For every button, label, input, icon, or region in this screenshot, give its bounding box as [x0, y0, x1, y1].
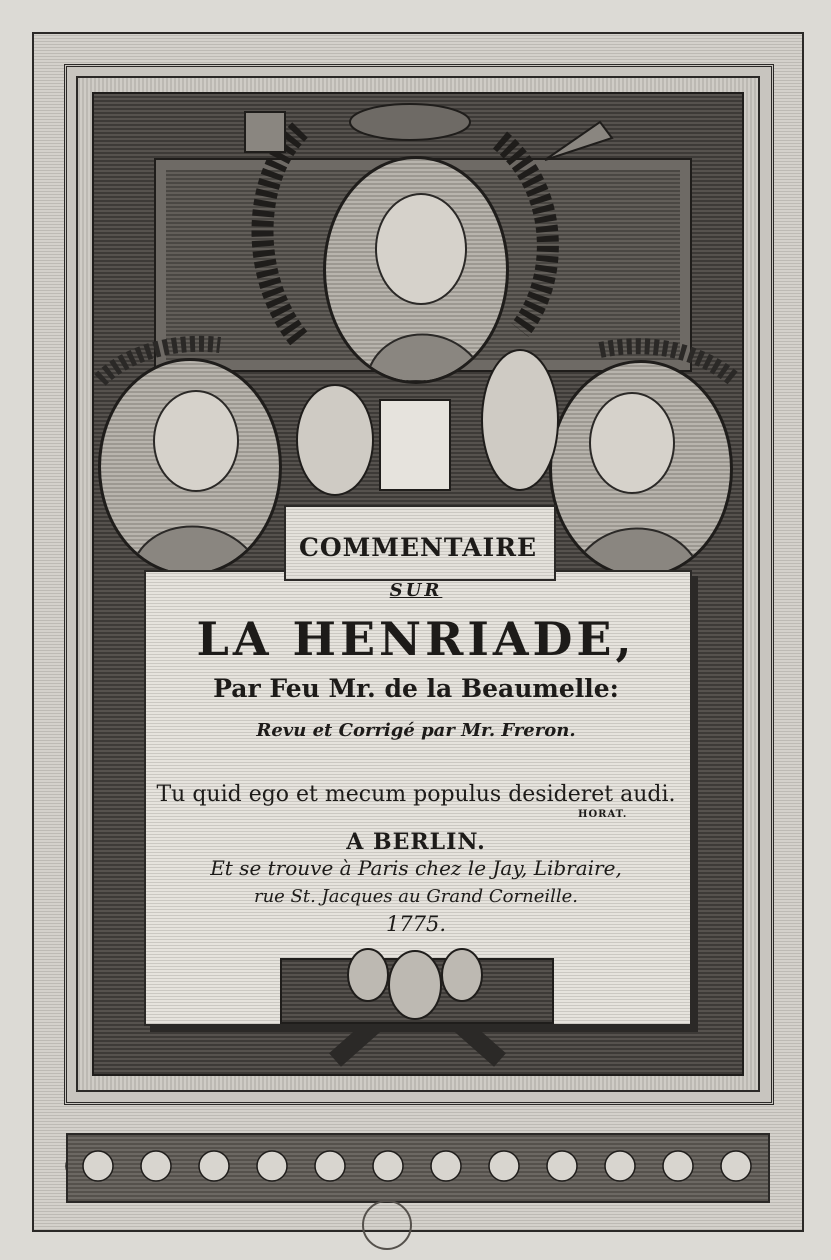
imprint-year: 1775.: [385, 912, 447, 936]
library-stamp: [362, 1200, 412, 1250]
title-henriade: LA HENRIADE,: [196, 612, 636, 666]
author-line: Par Feu Mr. de la Beaumelle:: [213, 674, 619, 703]
mask-icon: [442, 949, 482, 1001]
mask-icon: [389, 951, 441, 1019]
imprint-city: A BERLIN.: [346, 829, 486, 855]
imprint-seller-line1: Et se trouve à Paris chez le Jay, Libraire,: [210, 856, 622, 880]
title-sur: SUR: [389, 580, 443, 601]
mask-icon: [348, 949, 388, 1001]
latin-motto: Tu quid ego et mecum populus desideret audi.: [156, 782, 676, 807]
title-commentaire: COMMENTAIRE: [298, 533, 538, 562]
motto-source: HORAT.: [578, 809, 628, 820]
revision-line: Revu et Corrigé par Mr. Freron.: [256, 720, 576, 741]
imprint-seller-line2: rue St. Jacques au Grand Corneille.: [253, 886, 579, 907]
